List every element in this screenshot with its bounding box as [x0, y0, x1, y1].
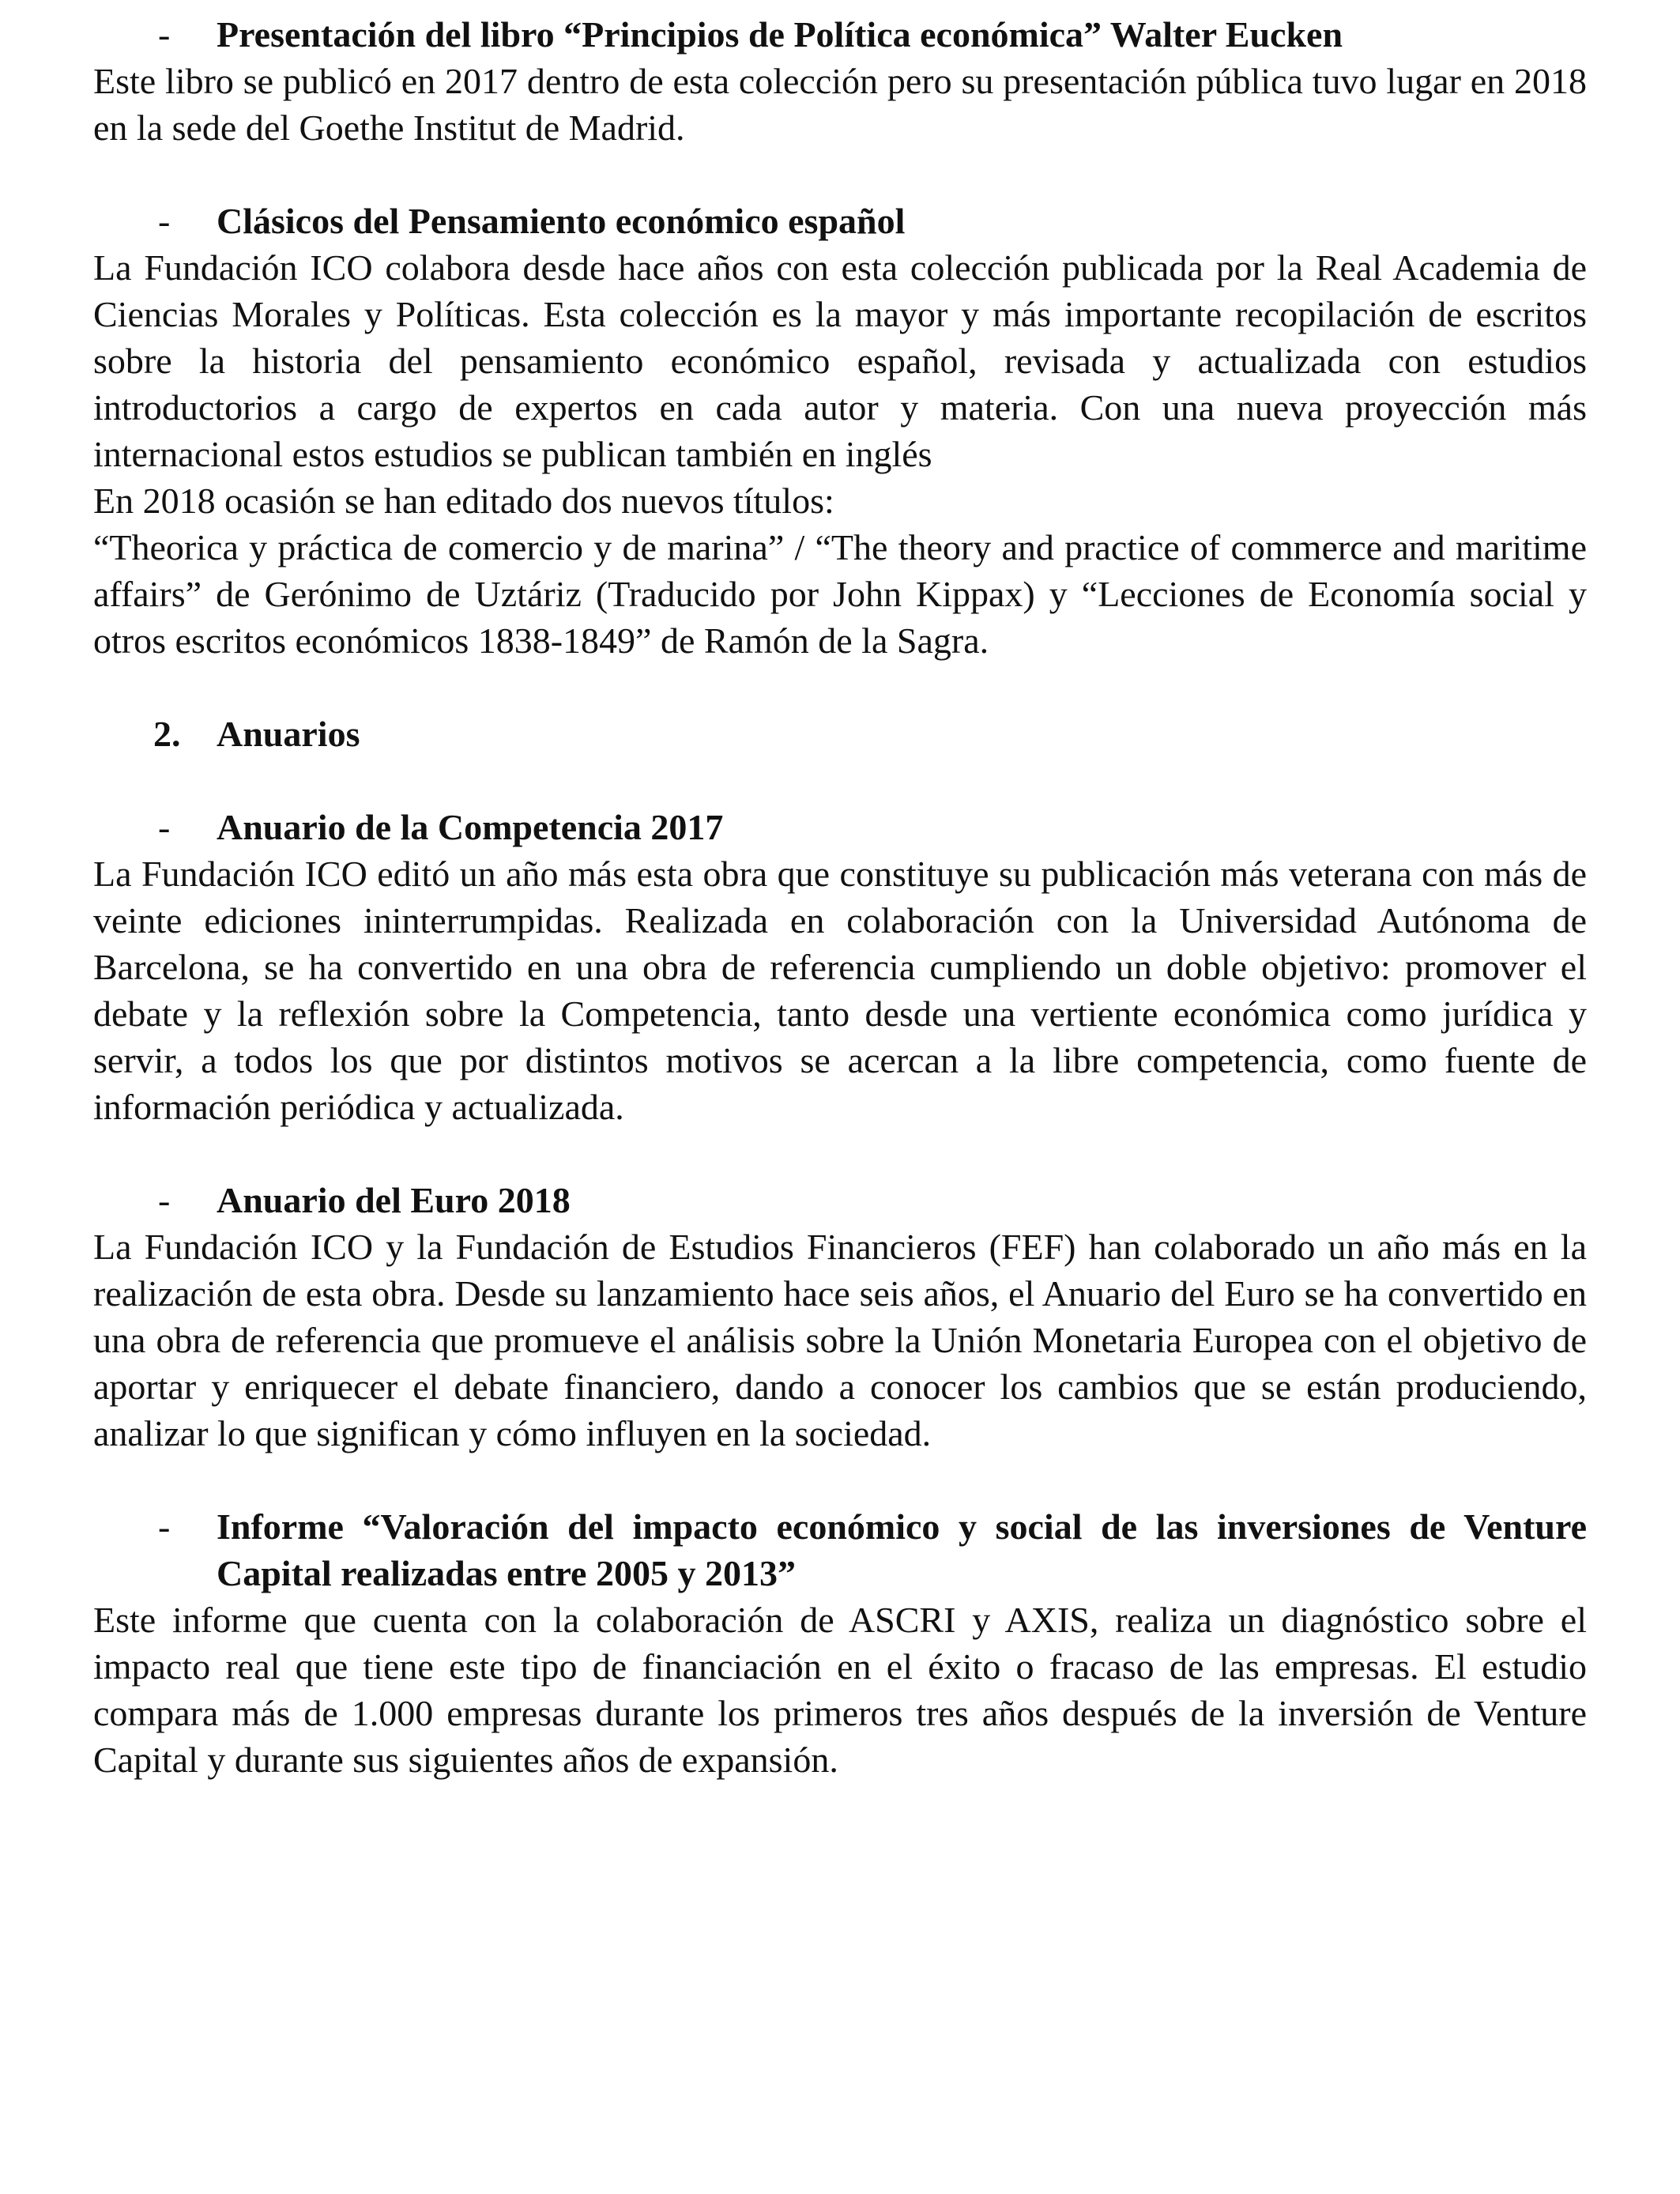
heading-text: Presentación del libro “Principios de Política económica” Walter Eucken — [217, 14, 1343, 55]
heading-text: Anuario del Euro 2018 — [217, 1180, 571, 1220]
paragraph-venture-capital: Este informe que cuenta con la colaboración de ASCRI y AXIS, realiza un diagnóstico sobre el impacto real que tiene este tipo de financiación en el éxito o fracaso de las empresas. El estudio compara más de 1.000 empresas durante los primeros tres años después de la inversión de Venture Capital y durante sus siguientes años de expansión. — [93, 1600, 1587, 1780]
paragraph-eucken: Este libro se publicó en 2017 dentro de esta colección pero su presentación pública tuvo lugar en 2018 en la sede del Goethe Institut de Madrid. — [93, 61, 1587, 148]
paragraph-euro: La Fundación ICO y la Fundación de Estudios Financieros (FEF) han colaborado un año más en la realización de esta obra. Desde su lanzamiento hace seis años, el Anuario del Euro se ha convertido en una obra de referencia que promueve el análisis sobre la Unión Monetaria Europea con el objetivo de aportar y enriquecer el debate financiero, dando a conocer los cambios que se están produciendo, analizar lo que significan y cómo influyen en la sociedad. — [93, 1227, 1587, 1453]
bullet-dash: - — [158, 14, 171, 55]
heading-text: Anuarios — [217, 714, 360, 754]
paragraph-clasicos-titles-intro: En 2018 ocasión se han editado dos nuevos títulos: — [93, 481, 834, 521]
heading-text: Anuario de la Competencia 2017 — [217, 807, 724, 847]
paragraph-clasicos: La Fundación ICO colabora desde hace años con esta colección publicada por la Real Academia de Ciencias Morales y Políticas. Esta colección es la mayor y más importante recopilación de escritos sobre la historia del pensamiento económico español, revisada y actualizada con estudios introductorios a cargo de expertos en cada autor y materia. Con una nueva proyección más internacional estos estudios se publican también en inglés — [93, 247, 1587, 474]
heading-text: Informe “Valoración del impacto económico y social de las inversiones de Venture Capital realizadas entre 2005 y 2013” — [217, 1506, 1587, 1593]
heading-text: Clásicos del Pensamiento económico español — [217, 201, 906, 241]
bullet-dash: - — [158, 1180, 171, 1220]
section-heading-venture-capital — [93, 1503, 1587, 1596]
section-heading-anuarios — [93, 711, 1587, 757]
bullet-dash: - — [158, 201, 171, 241]
paragraph-competencia: La Fundación ICO editó un año más esta obra que constituye su publicación más veterana con más de veinte ediciones ininterrumpidas. Realizada en colaboración con la Universidad Autónoma de Barcelona, se ha convertido en una obra de referencia cumpliendo un doble objetivo: promover el debate y la reflexión sobre la Competencia, tanto desde una vertiente económica como jurídica y servir, a todos los que por distintos motivos se acercan a la libre competencia, como fuente de información periódica y actualizada. — [93, 854, 1587, 1127]
bullet-dash: - — [158, 807, 171, 847]
section-heading-euro — [93, 1177, 1587, 1223]
section-number: 2. — [153, 714, 181, 754]
paragraph-clasicos-titles: “Theorica y práctica de comercio y de marina” / “The theory and practice of commerce and maritime affairs” de Gerónimo de Uztáriz (Traducido por John Kippax) y “Lecciones de Economía social y otros escritos económicos 1838-1849” de Ramón de la Sagra. — [93, 527, 1587, 661]
section-heading-clasicos — [93, 198, 1587, 244]
section-heading-competencia — [93, 804, 1587, 850]
document-page — [93, 11, 1587, 1783]
section-heading-eucken — [93, 11, 1587, 58]
bullet-dash: - — [158, 1506, 171, 1547]
